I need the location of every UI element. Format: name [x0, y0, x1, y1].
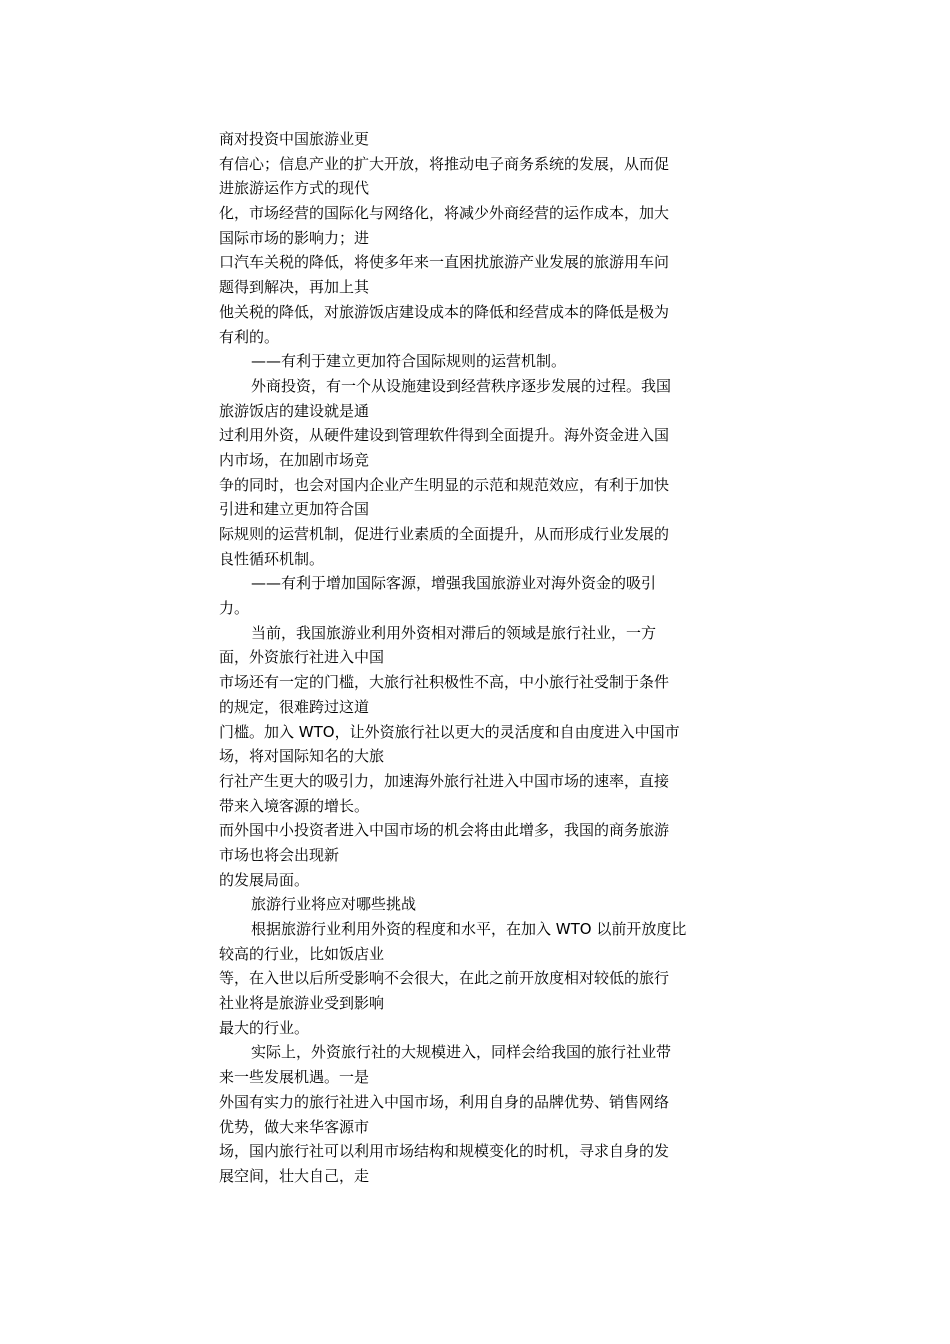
- text-line: 化，市场经营的国际化与网络化，将减少外商经营的运作成本，加大: [219, 204, 670, 223]
- text-line: 来一些发展机遇。一是: [219, 1068, 370, 1087]
- section-heading: 旅游行业将应对哪些挑战: [251, 895, 417, 914]
- text-line: 际规则的运营机制，促进行业素质的全面提升，从而形成行业发展的: [219, 525, 670, 543]
- text-line: 他关税的降低，对旅游饭店建设成本的降低和经营成本的降低是极为: [219, 302, 670, 321]
- text-line: 力。: [219, 599, 250, 618]
- paragraph-start: 当前，我国旅游业利用外资相对滞后的领域是旅行社业，一方: [251, 623, 657, 642]
- text-line: 等，在入世以后所受影响不会很大，在此之前开放度相对较低的旅行: [219, 969, 670, 988]
- text-line: 展空间，壮大自己，走: [219, 1166, 370, 1185]
- text-line: 国际市场的影响力；进: [219, 228, 370, 247]
- text-line: 门槛。加入 WTO，让外资旅行社以更大的灵活度和自由度进入中国市: [219, 722, 680, 741]
- text-line: 有利的。: [219, 327, 280, 346]
- text-line: 良性循环机制。: [219, 549, 325, 568]
- text-line: 带来入境客源的增长。: [219, 796, 370, 815]
- text-line: 社业将是旅游业受到影响: [219, 994, 385, 1013]
- body-text: [219, 127, 729, 1189]
- text-line: 场，将对国际知名的大旅: [219, 747, 385, 766]
- text-line: 引进和建立更加符合国: [219, 500, 370, 519]
- text-line: 口汽车关税的降低，将使多年来一直困扰旅游产业发展的旅游用车问: [219, 253, 670, 272]
- section-point: ——有利于建立更加符合国际规则的运营机制。: [251, 352, 567, 371]
- text-line: 行社产生更大的吸引力，加速海外旅行社进入中国市场的速率，直接: [219, 771, 670, 790]
- text-line: 场，国内旅行社可以利用市场结构和规模变化的时机，寻求自身的发: [219, 1142, 670, 1161]
- text-line: 商对投资中国旅游业更: [219, 130, 370, 148]
- text-line: 外国有实力的旅行社进入中国市场，利用自身的品牌优势、销售网络: [219, 1092, 670, 1111]
- text-line: 进旅游运作方式的现代: [219, 179, 370, 198]
- section-point: ——有利于增加国际客源，增强我国旅游业对海外资金的吸引: [251, 574, 657, 593]
- text-line: 市场还有一定的门槛，大旅行社积极性不高，中小旅行社受制于条件: [219, 673, 670, 692]
- text-line: 旅游饭店的建设就是通: [219, 401, 370, 420]
- text-line: 题得到解决，再加上其: [219, 278, 370, 297]
- text-line: 的发展局面。: [219, 870, 310, 889]
- paragraph-start: 根据旅游行业利用外资的程度和水平，在加入 WTO 以前开放度比: [251, 920, 687, 938]
- text-line: 市场也将会出现新: [219, 845, 340, 864]
- text-line: 最大的行业。: [219, 1018, 310, 1037]
- text-line: 的规定，很难跨过这道: [219, 697, 370, 716]
- text-line: 有信心；信息产业的扩大开放，将推动电子商务系统的发展，从而促: [219, 154, 670, 173]
- text-line: 较高的行业，比如饭店业: [219, 944, 385, 963]
- text-line: 而外国中小投资者进入中国市场的机会将由此增多，我国的商务旅游: [219, 821, 670, 840]
- text-line: 优势，做大来华客源市: [219, 1117, 370, 1136]
- text-line: 过利用外资，从硬件建设到管理软件得到全面提升。海外资金进入国: [219, 426, 670, 445]
- paragraph-start: 外商投资，有一个从设施建设到经营秩序逐步发展的过程。我国: [251, 376, 672, 395]
- paragraph-start: 实际上，外资旅行社的大规模进入，同样会给我国的旅行社业带: [251, 1043, 672, 1062]
- text-line: 内市场，在加剧市场竞: [219, 450, 370, 469]
- text-line: 面，外资旅行社进入中国: [219, 648, 385, 667]
- text-line: 争的同时，也会对国内企业产生明显的示范和规范效应，有利于加快: [219, 475, 670, 494]
